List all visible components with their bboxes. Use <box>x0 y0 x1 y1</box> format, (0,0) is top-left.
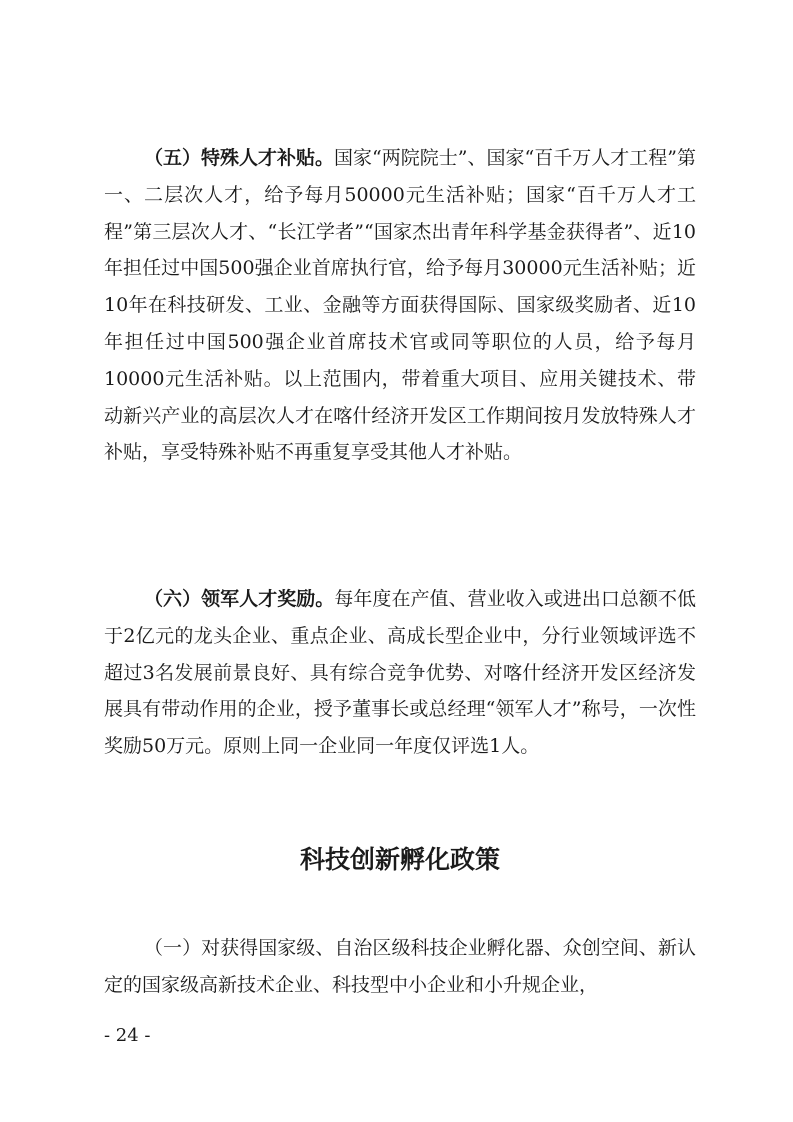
paragraph-body: 国家“两院院士”、国家“百千万人才工程”第一、二层次人才，给予每月50000元生活补贴；国家“百千万人才工程”第三层次人才、“长江学者”“国家杰出青年科学基金获得者”、近10年担任过中国500强企业首席执行官，给予每月30000元生活补贴；近10年在科技研发、工业、金融等方面获得国际、国家级奖励者、近10年担任过中国500强企业首席技术官或同等职位的人员，给予每月10000元生活补贴。以上范围内，带着重大项目、应用关键技术、带动新兴产业的高层次人才在喀什经济开发区工作期间按月发放特殊人才补贴，享受特殊补贴不再重复享受其他人才补贴。 <box>104 147 696 464</box>
paragraph-body: （一）对获得国家级、自治区级科技企业孵化器、众创空间、新认定的国家级高新技术企业、科技型中小企业和小升规企业， <box>104 937 696 996</box>
paragraph-heading: （六）领军人才奖励。 <box>144 588 335 610</box>
paragraph-special-talent-subsidy <box>104 140 696 471</box>
paragraph-body: 每年度在产值、营业收入或进出口总额不低于2亿元的龙头企业、重点企业、高成长型企业中，分行业领域评选不超过3名发展前景良好、具有综合竞争优势、对喀什经济开发区经济发展具有带动作用的企业，授予董事长或总经理“领军人才”称号，一次性奖励50万元。原则上同一企业同一年度仅评选1人。 <box>104 588 696 758</box>
paragraph <box>104 581 696 765</box>
paragraph-heading: （五）特殊人才补贴。 <box>144 147 335 169</box>
page-number: - 24 - <box>104 1025 151 1046</box>
section-title: 科技创新孵化政策 <box>299 845 500 874</box>
paragraph-leading-talent-award <box>104 581 696 765</box>
section-paragraph <box>104 930 696 1004</box>
paragraph <box>104 140 696 471</box>
